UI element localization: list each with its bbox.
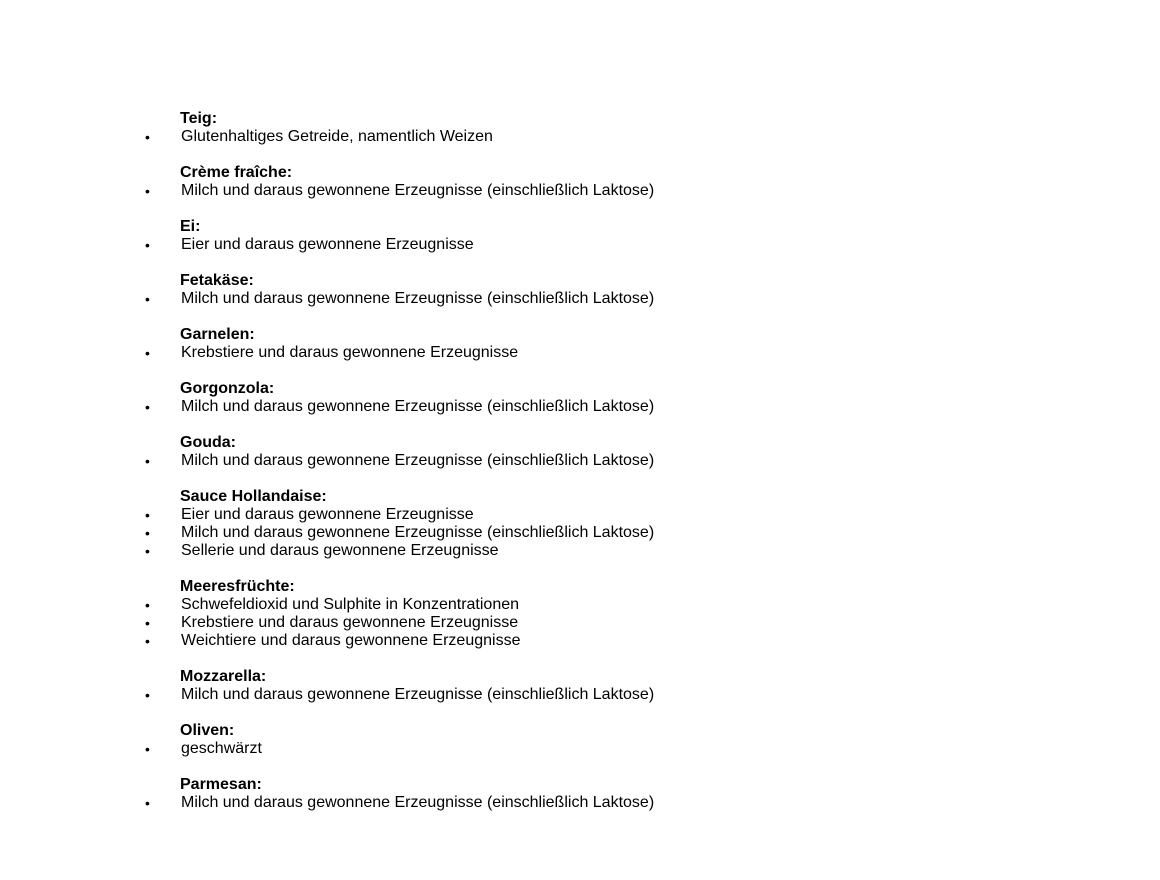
allergen-section <box>145 488 845 560</box>
bullet-icon: • <box>145 453 150 469</box>
bullet-icon: • <box>145 291 150 307</box>
allergen-list-item <box>145 686 845 704</box>
ingredient-heading: Meeresfrüchte: <box>180 578 295 595</box>
bullet-icon: • <box>145 399 150 415</box>
allergen-text: Milch und daraus gewonnene Erzeugnisse (einschließlich Laktose) <box>181 182 655 199</box>
bullet-icon: • <box>145 687 150 703</box>
ingredient-heading: Parmesan: <box>180 776 262 793</box>
ingredient-heading: Crème fraîche: <box>180 164 293 181</box>
allergen-items <box>145 398 845 416</box>
bullet-icon: • <box>145 525 150 541</box>
bullet-icon: • <box>145 741 150 757</box>
bullet-icon: • <box>145 633 150 649</box>
allergen-section <box>145 272 845 308</box>
allergen-section <box>145 164 845 200</box>
allergen-items <box>145 506 845 560</box>
allergen-list-item <box>145 182 845 200</box>
allergen-text: Glutenhaltiges Getreide, namentlich Weizen <box>181 128 493 145</box>
allergen-section <box>145 668 845 704</box>
allergen-text: Milch und daraus gewonnene Erzeugnisse (einschließlich Laktose) <box>181 290 655 307</box>
allergen-list-item <box>145 506 845 524</box>
allergen-items <box>145 794 845 812</box>
ingredient-heading: Ei: <box>180 218 201 235</box>
allergen-text: Milch und daraus gewonnene Erzeugnisse (einschließlich Laktose) <box>181 686 655 703</box>
allergen-items <box>145 290 845 308</box>
allergen-items <box>145 236 845 254</box>
allergen-list-item <box>145 542 845 560</box>
allergen-section <box>145 218 845 254</box>
allergen-list-item <box>145 344 845 362</box>
allergen-items <box>145 740 845 758</box>
allergen-list <box>145 110 845 830</box>
ingredient-heading: Garnelen: <box>180 326 255 343</box>
allergen-text: Milch und daraus gewonnene Erzeugnisse (einschließlich Laktose) <box>181 524 655 541</box>
bullet-icon: • <box>145 543 150 559</box>
allergen-list-item <box>145 794 845 812</box>
allergen-list-item <box>145 524 845 542</box>
allergen-list-item <box>145 398 845 416</box>
bullet-icon: • <box>145 615 150 631</box>
allergen-list-item <box>145 290 845 308</box>
allergen-items <box>145 128 845 146</box>
bullet-icon: • <box>145 183 150 199</box>
bullet-icon: • <box>145 237 150 253</box>
allergen-list-item <box>145 614 845 632</box>
bullet-icon: • <box>145 345 150 361</box>
allergen-section <box>145 110 845 146</box>
allergen-section <box>145 578 845 650</box>
ingredient-heading: Gorgonzola: <box>180 380 275 397</box>
bullet-icon: • <box>145 795 150 811</box>
allergen-text: geschwärzt <box>181 740 262 757</box>
ingredient-heading: Fetakäse: <box>180 272 254 289</box>
allergen-list-item <box>145 632 845 650</box>
bullet-icon: • <box>145 597 150 613</box>
allergen-text: Weichtiere und daraus gewonnene Erzeugnisse <box>181 632 521 649</box>
allergen-text: Krebstiere und daraus gewonnene Erzeugnisse <box>181 344 519 361</box>
allergen-items <box>145 182 845 200</box>
allergen-text: Milch und daraus gewonnene Erzeugnisse (einschließlich Laktose) <box>181 398 655 415</box>
bullet-icon: • <box>145 129 150 145</box>
allergen-section <box>145 722 845 758</box>
allergen-text: Milch und daraus gewonnene Erzeugnisse (einschließlich Laktose) <box>181 452 655 469</box>
allergen-text: Eier und daraus gewonnene Erzeugnisse <box>181 506 474 523</box>
bullet-icon: • <box>145 507 150 523</box>
allergen-text: Sellerie und daraus gewonnene Erzeugnisse <box>181 542 499 559</box>
allergen-section <box>145 380 845 416</box>
ingredient-heading: Sauce Hollandaise: <box>180 488 327 505</box>
allergen-section <box>145 776 845 812</box>
allergen-items <box>145 452 845 470</box>
allergen-list-item <box>145 452 845 470</box>
allergen-list-item <box>145 236 845 254</box>
allergen-items <box>145 344 845 362</box>
allergen-items <box>145 686 845 704</box>
allergen-list-item <box>145 740 845 758</box>
allergen-text: Milch und daraus gewonnene Erzeugnisse (einschließlich Laktose) <box>181 794 655 811</box>
allergen-list-item <box>145 128 845 146</box>
allergen-section <box>145 434 845 470</box>
allergen-text: Eier und daraus gewonnene Erzeugnisse <box>181 236 474 253</box>
allergen-text: Schwefeldioxid und Sulphite in Konzentrationen <box>181 596 520 613</box>
allergen-items <box>145 596 845 650</box>
allergen-text: Krebstiere und daraus gewonnene Erzeugnisse <box>181 614 519 631</box>
allergen-section <box>145 326 845 362</box>
ingredient-heading: Teig: <box>180 110 218 127</box>
allergen-list-item <box>145 596 845 614</box>
ingredient-heading: Oliven: <box>180 722 235 739</box>
ingredient-heading: Mozzarella: <box>180 668 267 685</box>
ingredient-heading: Gouda: <box>180 434 236 451</box>
